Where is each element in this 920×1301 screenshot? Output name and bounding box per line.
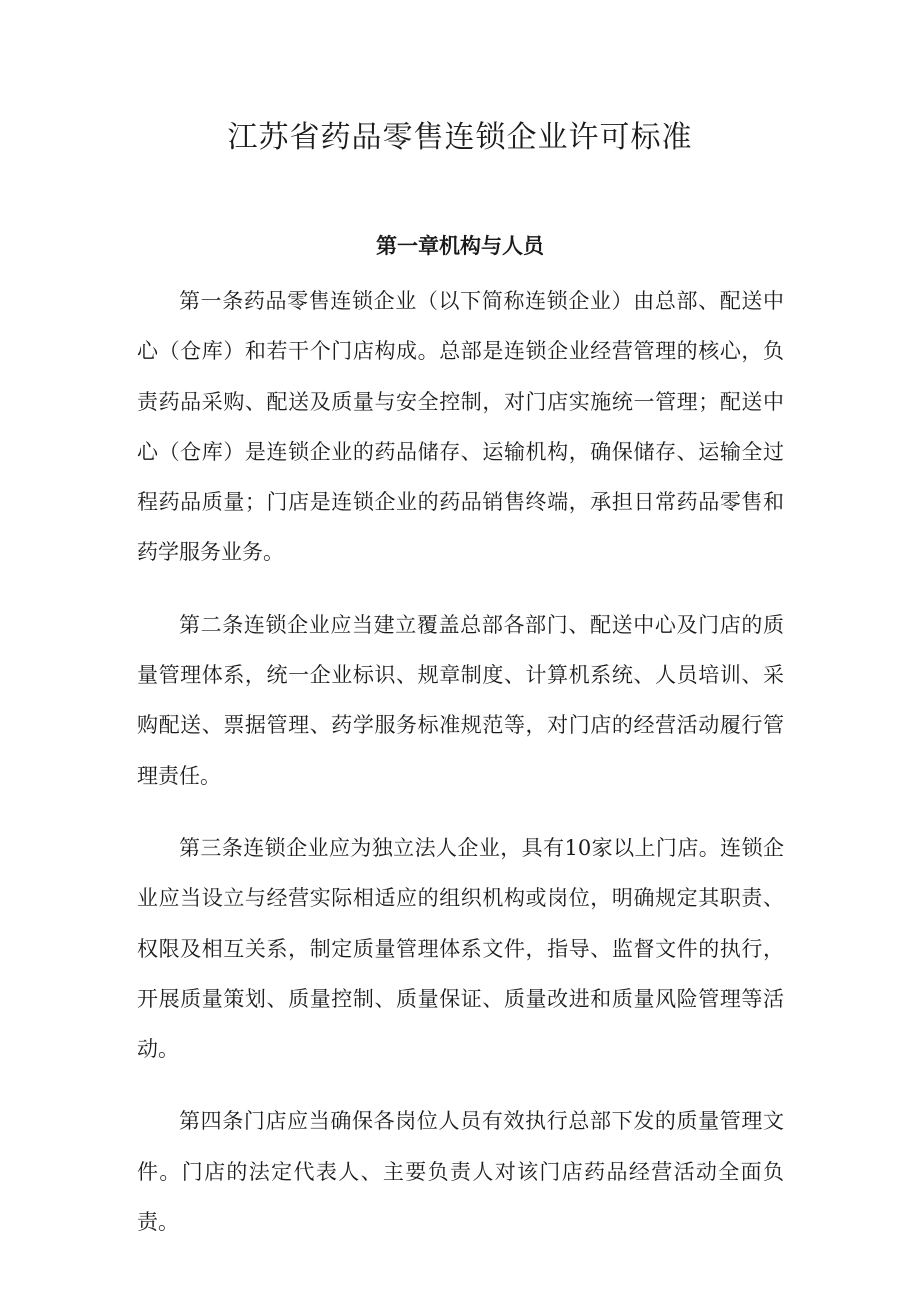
document-body [137, 276, 784, 1269]
article-4: 第四条门店应当确保各岗位人员有效执行总部下发的质量管理文件。门店的法定代表人、主要负责人对该门店药品经营活动全面负责。 [137, 1109, 784, 1235]
article-2: 第二条连锁企业应当建立覆盖总部各部门、配送中心及门店的质量管理体系，统一企业标识、规章制度、计算机系统、人员培训、采购配送、票据管理、药学服务标准规范等，对门店的经营活动履行管理责任。 [137, 612, 784, 788]
article-3: 第三条连锁企业应为独立法人企业，具有10家以上门店。连锁企业应当设立与经营实际相适应的组织机构或岗位，明确规定其职责、权限及相互关系，制定质量管理体系文件，指导、监督文件的执行，开展质量策划、质量控制、质量保证、质量改进和质量风险管理等活动。 [137, 835, 784, 1062]
chapter-heading: 第一章机构与人员 [376, 234, 544, 258]
document-title: 江苏省药品零售连锁企业许可标准 [227, 120, 693, 155]
article-1: 第一条药品零售连锁企业（以下简称连锁企业）由总部、配送中心（仓库）和若干个门店构成。总部是连锁企业经营管理的核心，负责药品采购、配送及质量与安全控制，对门店实施统一管理；配送中心（仓库）是连锁企业的药品储存、运输机构，确保储存、运输全过程药品质量；门店是连锁企业的药品销售终端，承担日常药品零售和药学服务业务。 [137, 289, 784, 565]
